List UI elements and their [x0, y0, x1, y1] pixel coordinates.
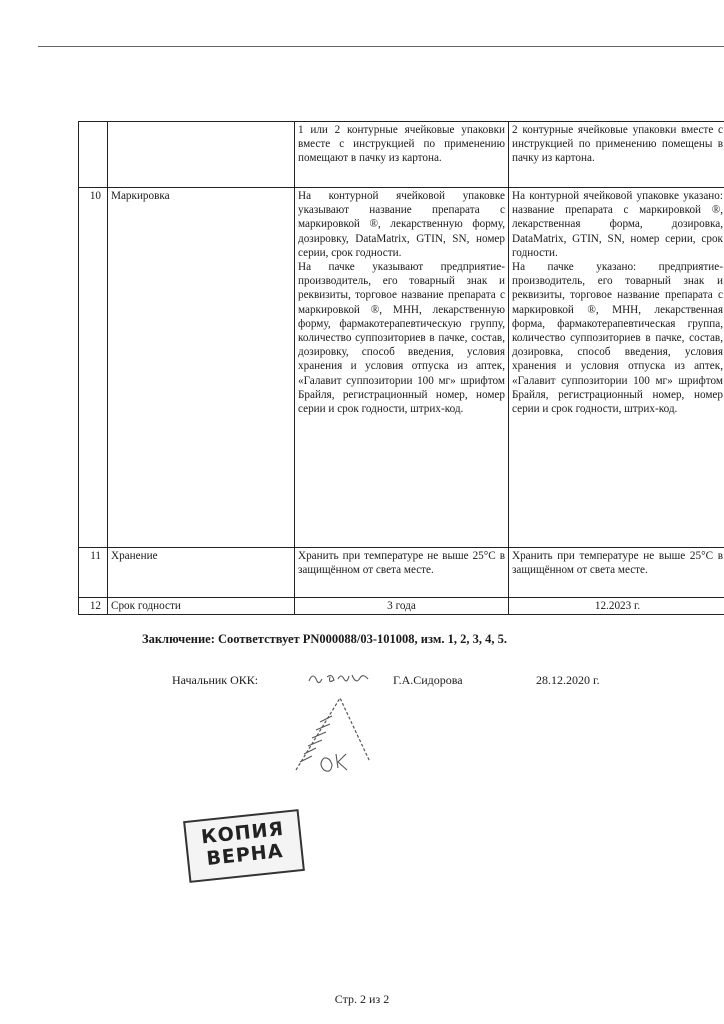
page-number: Стр. 2 из 2: [334, 992, 390, 1006]
table-row: [79, 122, 724, 188]
row-actual: [509, 188, 724, 548]
requirement-text: 1 или 2 контурные ячейковые упаковки вместе с инструкцией по применению помещают в пачку из картона.: [298, 124, 505, 165]
requirement-text: На пачке указывают предприятие-производитель, его товарный знак и реквизиты, торговое название препарата с маркировкой ®, МНН, лекарственную форму, фармакотерапевтическую группу, количество суппозиториев в пачке, состав, дозировку, способ введения, условия хранения и условия отпуска из аптек, «Галавит суппозитории 100 мг» шрифтом Брайля, регистрационный номер, номер серии и срок годности, штрих-код.: [298, 261, 505, 416]
row-actual: [509, 598, 724, 615]
table-row: [79, 188, 724, 548]
table-row: [79, 598, 724, 615]
ok-handwritten-mark: [288, 692, 378, 777]
row-parameter: Хранение: [108, 548, 295, 598]
specification-table: [78, 121, 724, 615]
row-actual: [509, 122, 724, 188]
row-parameter: [108, 122, 295, 188]
row-requirement: [295, 598, 509, 615]
signatory-title: Начальник ОКК:: [172, 673, 259, 687]
row-requirement: [295, 188, 509, 548]
row-number: [79, 122, 108, 188]
requirement-text: 3 года: [387, 600, 416, 612]
requirement-text: Хранить при температуре не выше 25°С в защищённом от света месте.: [298, 550, 505, 577]
requirement-text: На контурной ячейковой упаковке указывают название препарата с маркировкой ®, лекарственную форму, дозировку, DataMatrix, GTIN, SN, номер серии, срок годности.: [298, 190, 505, 259]
row-actual: [509, 548, 724, 598]
conclusion-text: Заключение: Соответствует PN000088/03-101008, изм. 1, 2, 3, 4, 5.: [142, 632, 507, 646]
actual-text: 12.2023 г.: [594, 600, 641, 612]
signatory-name: Г.А.Сидорова: [393, 673, 463, 687]
actual-text: Хранить при температуре не выше 25°С в защищённом от света месте.: [512, 550, 723, 577]
actual-text: 2 контурные ячейковые упаковки вместе с инструкцией по применению помещены в пачку из картона.: [512, 124, 723, 165]
stamp-line-2: ВЕРНА: [205, 839, 285, 870]
row-requirement: [295, 122, 509, 188]
table-row: [79, 548, 724, 598]
row-requirement: [295, 548, 509, 598]
row-number: 12: [79, 598, 108, 615]
actual-text: На пачке указано: предприятие-производитель, его товарный знак и реквизиты, торговое название препарата с маркировкой ®, МНН, лекарственная форма, фармакотерапевтическая группа, количество суппозиториев в пачке, состав, дозировка, способ введения, условия хранения и условия отпуска из аптек, «Галавит суппозитории 100 мг» шрифтом Брайля, регистрационный номер, номер серии и срок годности, штрих-код.: [512, 261, 723, 416]
stamp-line-1: КОПИЯ: [200, 817, 286, 849]
actual-text: На контурной ячейковой упаковке указано: название препарата с маркировкой ®, лекарственная форма, дозировка, DataMatrix, GTIN, SN, номер серии, срок годности.: [512, 190, 723, 259]
top-rule: [38, 46, 724, 47]
row-number: 11: [79, 548, 108, 598]
row-parameter: Срок годности: [108, 598, 295, 615]
signature-date: 28.12.2020 г.: [536, 673, 600, 687]
certified-copy-stamp: [183, 809, 305, 883]
handwritten-signature: [305, 667, 375, 689]
row-number: 10: [79, 188, 108, 548]
row-parameter: Маркировка: [108, 188, 295, 548]
